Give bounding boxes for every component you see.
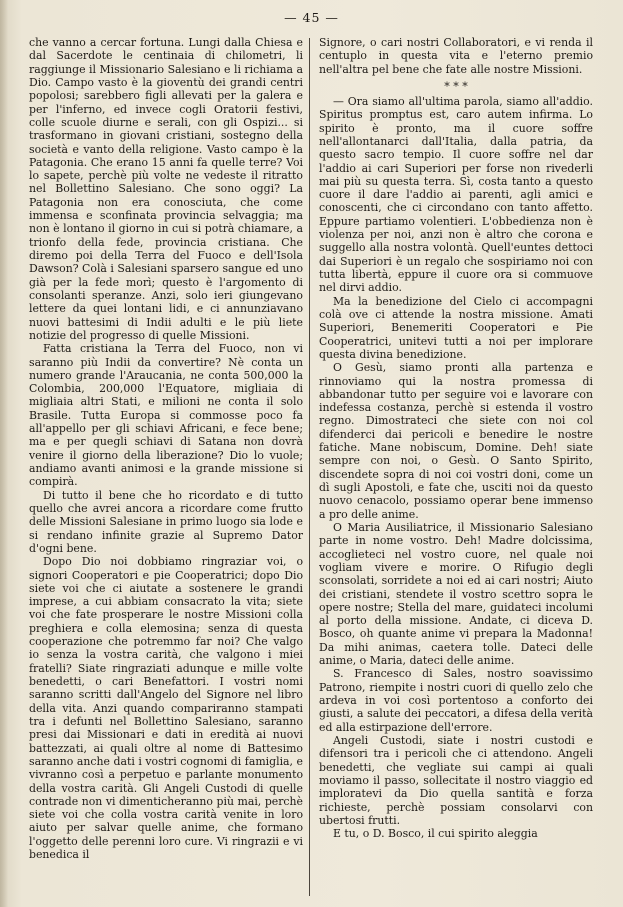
paragraph: O Maria Ausiliatrice, il Missionario Salesiano parte in nome vostro. Deh! Madre dolcissima, accoglieteci nel vostro cuore, nel quale noi vogliam vivere e morire. O Rifugio degli sconsolati, sorridete a noi ed ai cari nostri; Aiuto dei cristiani, stendete il vostro scettro sopra le opere nostre; Stella del mare, guidateci incolumi al porto della missione. Andate, ci diceva D. Bosco, oh quante anime vi prepara la Madonna! Da mihi animas, caetera tolle. Dateci delle anime, o Maria, dateci delle anime. [319,520,593,668]
paragraph: che vanno a cercar fortuna. Lungi dalla Chiesa e dal Sacerdote le centinaia di chilometri, li raggiunge il Missionario Salesiano e li richiama a Dio. Campo vasto è la gioventù dei grandi centri popolosi; sarebbero figli allevati per la galera e per l'inferno, ed invece cogli Oratorii festivi, colle scuole diurne e serali, con gli Ospizi... si trasformano in giovani cristiani, sostegno della società e vanto della religione. Vasto campo è la Patagonia. Che erano 15 anni fa quelle terre? Voi lo sapete, perchè più volte ne vedeste il ritratto nel Bollettino Salesiano. Che sono oggi? La Patagonia non era conosciuta, che come immensa e sconfinata provincia selvaggia; ma non è lontano il giorno in cui si potrà chiamare, a trionfo della fede, provincia cristiana. Che diremo poi della Terra del Fuoco e dell'Isola Dawson? Colà i Salesiani sparsero sangue ed uno già per la fede morì; questo è l'argomento di consolanti speranze. Anzi, solo ieri giungevano lettere da quei lontani lidi, e ci annunziavano nuovi battesimi di Indii adulti e le più liete notizie del progresso di quelle Missioni. [29,36,303,342]
asterism-glyph: * * * [444,79,468,93]
section-asterism [319,79,593,93]
paragraph: Signore, o cari nostri Collaboratori, e vi renda il centuplo in questa vita e l'eterno premio nell'altra pel bene che fate alle nostre Missioni. [319,36,593,76]
paragraph: Ma la benedizione del Cielo ci accompagni colà ove ci attende la nostra missione. Amati Superiori, Benemeriti Cooperatori e Pie Cooperatrici, unitevi tutti a noi per implorare questa divina benedizione. [319,294,593,361]
column-divider [309,38,310,896]
page-number: — 45 — [284,10,339,25]
right-column [319,36,593,896]
binding-shadow [0,0,8,907]
paragraph: E tu, o D. Bosco, il cui spirito aleggia [333,827,538,841]
paragraph: O Gesù, siamo pronti alla partenza e rinnoviamo qui la nostra promessa di abbandonar tutto per seguire voi e lavorare con indefessa costanza, perchè si estenda il vostro regno. Dimostrateci che siete con noi col difenderci dai pericoli e benedire le nostre fatiche. Mane nobiscum, Domine. Deh! siate sempre con noi, o Gesù. O Santo Spirito, discendete sopra di noi coi vostri doni, come un dì sugli Apostoli, e fate che, usciti noi da questo nuovo cenacolo, possiamo operar bene immenso a pro delle anime. [319,361,593,521]
paragraph: Di tutto il bene che ho ricordato e di tutto quello che avrei ancora a ricordare come frutto delle Missioni Salesiane in primo luogo sia lode e si rendano infinite grazie al Supremo Dator d'ogni bene. [29,488,303,555]
left-column [29,36,303,896]
paragraph: S. Francesco di Sales, nostro soavissimo Patrono, riempite i nostri cuori di quello zelo che ardeva in voi così portentoso a conforto dei giusti, a salute dei peccatori, a difesa della verità ed alla estirpazione dell'errore. [319,667,593,734]
paragraph: Dopo Dio noi dobbiamo ringraziar voi, o signori Cooperatori e pie Cooperatrici; dopo Dio siete voi che ci aiutate a sostenere le grandi imprese, a cui abbiam consacrato la vita; siete voi che fate prosperare le nostre Missioni colla preghiera e colla elemosina; senza di questa cooperazione che potremmo far noi? Che valgo io senza la vostra carità, che valgono i miei fratelli? Siate ringraziati adunque e mille volte benedetti, o cari Benefattori. I vostri nomi saranno scritti dall'Angelo del Signore nel libro della vita. Anzi quando compariranno stampati tra i defunti nel Bollettino Salesiano, saranno presi dai Missionari e dati in eredità ai nuovi battezzati, ai quali oltre al nome di Battesimo saranno anche dati i vostri cognomi di famiglia, e vivranno così a perpetuo e parlante monumento della vostra carità. Gli Angeli Custodi di quelle contrade non vi dimenticheranno più mai, perchè siete voi che colla vostra carità venite in loro aiuto per salvar quelle anime, che formano l'oggetto delle perenni loro cure. Vi ringrazii e vi benedica il [29,555,303,862]
paragraph: Fatta cristiana la Terra del Fuoco, non vi saranno più Indii da convertire? Nè conta un numero grande l'Araucania, ne conta 500,000 la Colombia, 200,000 l'Equatore, migliaia di migliaia altri Stati, e milioni ne conta il solo Brasile. Tutta Europa si commosse poco fa all'appello per gli schiavi Africani, e fece bene; ma e per quegli schiavi di Satana non dovrà venire il giorno della liberazione? Dio lo vuole; andiamo avanti animosi e la grande missione si compirà. [29,342,303,489]
paragraph: Angeli Custodi, siate i nostri custodi e difensori tra i pericoli che ci attendono. Angeli benedetti, che vegliate sui campi ai quali moviamo il passo, sollecitate il nostro viaggio ed imploratevi da Dio quella santità e forza richieste, perchè possiam consolarvi con ubertosi frutti. [319,733,593,827]
paragraph: — Ora siamo all'ultima parola, siamo all'addio. Spiritus promptus est, caro autem infirma. Lo spirito è pronto, ma il cuore soffre nell'allontanarci dall'Italia, dalla patria, da questo sacro tempio. Il cuore soffre nel dar l'addio ai cari Superiori per forse non rivederli mai più su questa terra. Sì, costa tanto a questo cuore il dare l'addio ai parenti, agli amici e conoscenti, che ci circondano con tanto affetto. Eppure partiamo volentieri. L'obbedienza non è violenza per noi, anzi non è altro che corona e suggello alla nostra volontà. Quell'euntes dettoci dai Superiori è un regalo che sospiriamo noi con tutta libertà, eppure il cuore ora si commuove nel dirvi addio. [319,94,593,295]
